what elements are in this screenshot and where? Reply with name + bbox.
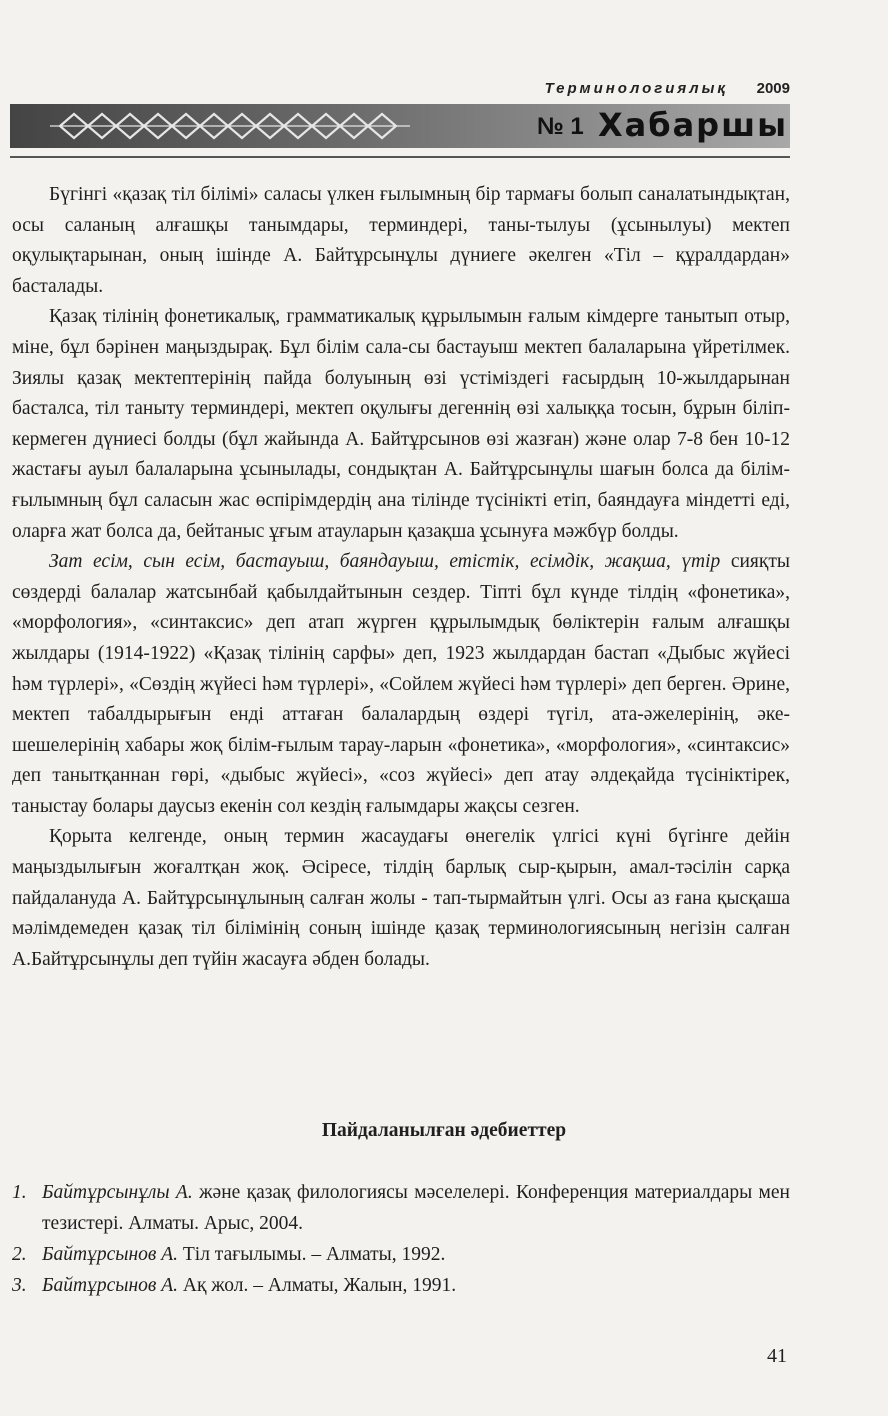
reference-details: Ақ жол. – Алматы, Жалын, 1991. — [178, 1275, 457, 1296]
paragraph — [12, 302, 790, 547]
paragraph — [12, 180, 790, 302]
italic-text: Зат есім, сын есім, бастауыш, баяндауыш, етістік, есімдік, жақша, үтір — [49, 551, 721, 573]
reference-details: және қазақ филологиясы мәселелері. Конференция материалдары мен тезистері. Алматы. Арыс, 2004. — [42, 1182, 790, 1234]
reference-details: Тіл тағылымы. – Алматы, 1992. — [178, 1244, 446, 1265]
paragraph — [12, 822, 790, 975]
reference-author: Байтұрсынов А. — [42, 1244, 178, 1265]
reference-author: Байтұрсынұлы А. — [42, 1182, 193, 1203]
references-title: Пайдаланылған әдебиеттер — [321, 1120, 567, 1141]
reference-item — [12, 1270, 790, 1301]
journal-year: 2009 — [756, 80, 790, 97]
text-run: Қазақ тілінің фонетикалық, грамматикалық құрылымын ғалым кімдерге танытып отыр, міне, бұл бәрінен маңыздырақ. Бұл білім сала-сы бастауыш мектеп балаларына үйретілмек. Зиялы қазақ мектептерінің пайда болуының өзі үстіміздегі ғасырдың 10-жылдарынан басталса, тіл таныту терминдері, мектеп оқулығы дегеннің өзі халыққа тосын, бұрын біліп-кермеген дүниесі болды (бұл жайында А. Байтұрсынов өзі жазған) және олар 7-8 бен 10-12 жастағы ауыл балаларына ұсынылады, сондықтан А. Байтұрсынұлы шағын болса да білім-ғылымның бұл саласын жас өспірімдердің ана тілінде түсінікті етіп, баяндауға міндетті еді, оларға жат болса да, бейтаныс ұғым атауларын қазақша ұсынуға мәжбүр болды. — [12, 306, 790, 542]
text-run: сияқты сөздерді балалар жатсынбай қабылдайтынын сездер. Тіпті бұл күнде тілдің «фонетика», «морфология», «синтаксис» деп атап жүрген құрылымдық бөліктерін ғалым алғашқы жылдары (1914-1922) «Қазақ тілінің сарфы» деп, 1923 жылдардан бастап «Дыбыс жүйесі һәм түрлері», «Сөздің жүйесі һәм түрлері», «Сойлем жүйесі һәм түрлері» деп берген. Әрине, мектеп табалдырығын енді аттаған балалардың өздері түгіл, ата-әжелерінің, әке-шешелерінің хабары жоқ білім-ғылым тарау-ларын «фонетика», «морфология», «синтаксис» деп танытқаннан гөрі, «дыбыс жүйесі», «соз жүйесі» деп атау әлдеқайда түсініктірек, таныстау болары даусыз екенін сол кездің ғалымдары жақсы сезген. — [12, 551, 790, 817]
article-body — [12, 180, 790, 975]
reference-number: 1. — [12, 1182, 27, 1203]
text-run: Қорыта келгенде, оның термин жасаудағы өнегелік үлгісі күні бүгінге дейін маңыздылығын жоғалтқан жоқ. Әсіресе, тілдің барлық сыр-қырын, амал-тәсілін сарқа пайдалануда А. Байтұрсынұлының салған жолы - тап-тырмайтын үлгі. Осы аз ғана қысқаша мәлімдемеден қазақ тіл білімінің соның ішінде қазақ терминологиясының негізін салған А.Байтұрсынұлы деп түйін жасауға әбден болады. — [12, 826, 790, 970]
journal-issue: № 1 — [537, 113, 584, 140]
reference-text — [42, 1177, 790, 1239]
reference-text — [42, 1270, 790, 1301]
page-number: 41 — [767, 1345, 787, 1367]
reference-text — [42, 1239, 790, 1270]
ornament-pattern — [50, 108, 410, 144]
reference-number: 3. — [12, 1275, 27, 1296]
reference-author: Байтұрсынов А. — [42, 1275, 178, 1296]
reference-number: 2. — [12, 1244, 27, 1265]
journal-series-title: Терминологиялық — [544, 80, 728, 97]
header-rule — [10, 156, 790, 158]
reference-item — [12, 1177, 790, 1239]
reference-item — [12, 1239, 790, 1270]
paragraph — [12, 547, 790, 822]
journal-title: Хабаршы — [597, 106, 788, 144]
text-run: Бүгінгі «қазақ тіл білімі» саласы үлкен ғылымның бір тармағы болып саналатындықтан, осы саланың алғашқы танымдары, терминдері, таны-тылуы (ұсынылуы) мектеп оқулықтарынан, оның ішінде А. Байтұрсынұлы дүниеге әкелген «Тіл – құралдардан» басталады. — [12, 184, 790, 297]
references-list — [12, 1177, 790, 1301]
